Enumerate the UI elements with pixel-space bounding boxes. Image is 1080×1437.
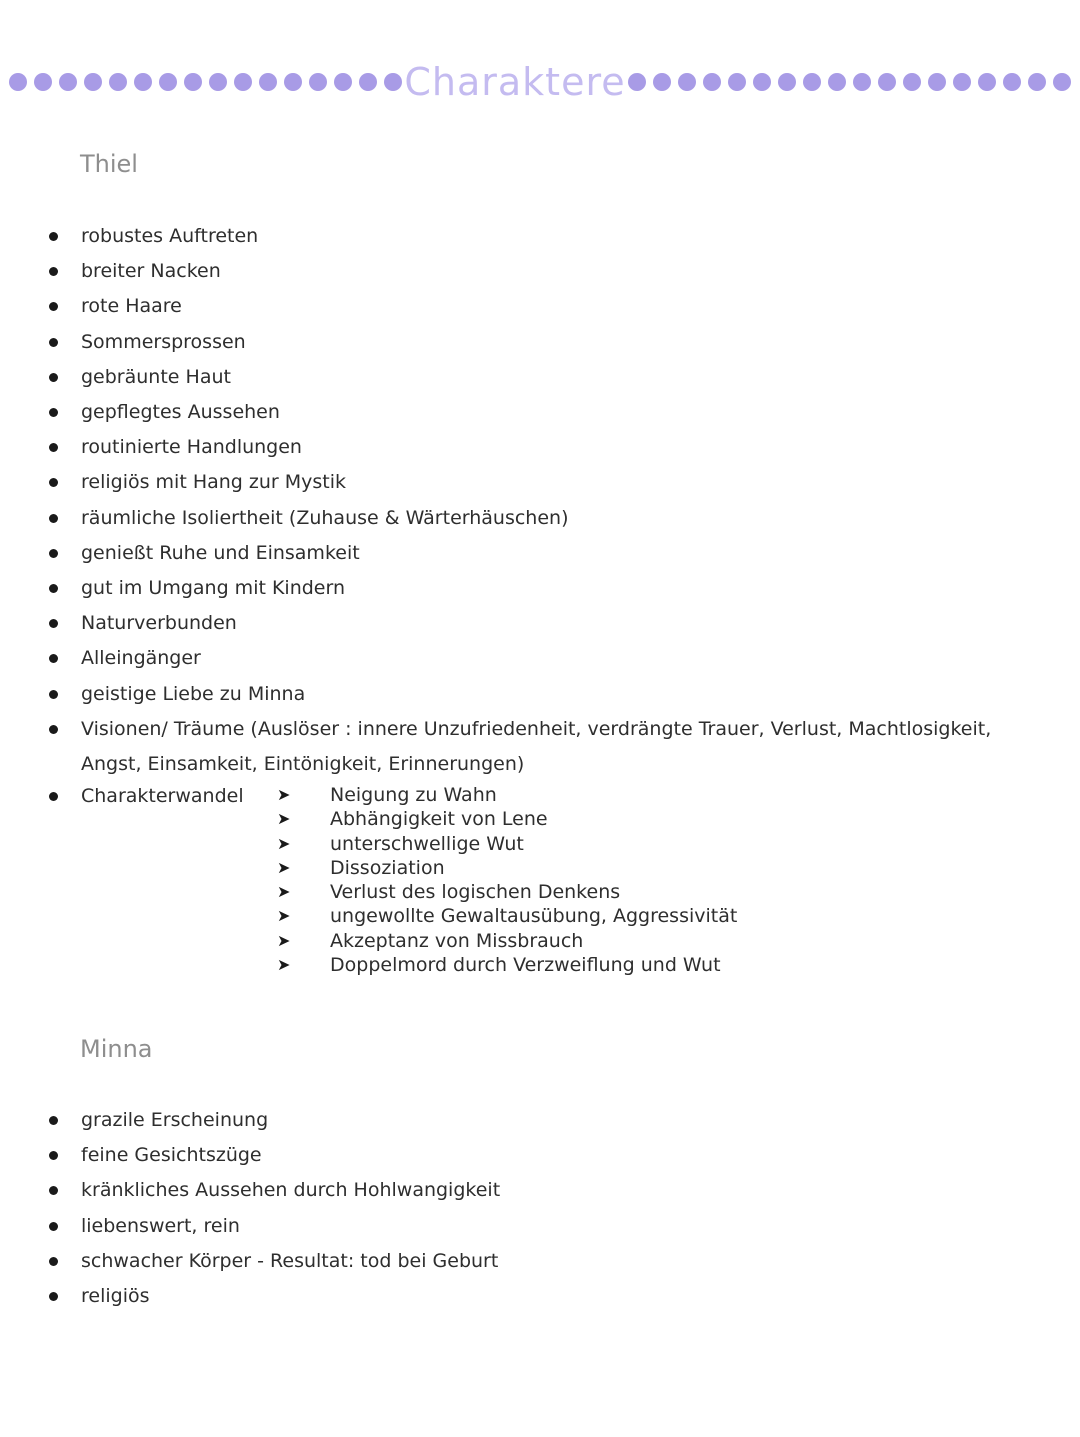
- decorative-dot: [9, 73, 27, 91]
- sub-list-item-text: Doppelmord durch Verzweiflung und Wut: [330, 954, 721, 977]
- decorative-dot: [828, 73, 846, 91]
- decorative-dot: [384, 73, 402, 91]
- section-heading-minna: Minna: [80, 1035, 153, 1063]
- list-item: grazile Erscheinung: [44, 1103, 1034, 1138]
- bullet-dot: [49, 792, 58, 801]
- sub-list-item: [277, 953, 737, 977]
- list-item: Visionen/ Träume (Auslöser : innere Unzufriedenheit, verdrängte Trauer, Verlust, Machtlosigkeit, Angst, Einsamkeit, Eintönigkeit, Erinnerungen): [44, 712, 1034, 782]
- decorative-dot: [234, 73, 252, 91]
- arrowhead-bullet-icon: ➤: [277, 882, 291, 902]
- decorative-dot: [84, 73, 102, 91]
- section-heading-thiel: Thiel: [80, 150, 138, 178]
- list-item: räumliche Isoliertheit (Zuhause & Wärterhäuschen): [44, 501, 1034, 536]
- list-item: schwacher Körper - Resultat: tod bei Geburt: [44, 1244, 1034, 1279]
- list-item: geistige Liebe zu Minna: [44, 677, 1034, 712]
- list-item: gut im Umgang mit Kindern: [44, 571, 1034, 606]
- arrowhead-bullet-icon: ➤: [277, 955, 291, 975]
- arrowhead-bullet-icon: ➤: [277, 809, 291, 829]
- list-item: Alleingänger: [44, 641, 1034, 676]
- arrowhead-bullet-icon: ➤: [277, 857, 291, 877]
- list-item: Sommersprossen: [44, 325, 1034, 360]
- arrowhead-bullet-icon: ➤: [277, 906, 291, 926]
- decorative-dot: [628, 73, 646, 91]
- decorative-dot: [109, 73, 127, 91]
- decorative-dot: [34, 73, 52, 91]
- sub-list-item: [277, 832, 737, 856]
- decorative-dot: [1053, 73, 1071, 91]
- decorative-dot: [159, 73, 177, 91]
- list-item: rote Haare: [44, 289, 1034, 324]
- decorative-dot: [284, 73, 302, 91]
- arrowhead-bullet-icon: ➤: [277, 930, 291, 950]
- decorative-dot: [59, 73, 77, 91]
- sub-list-item: [277, 904, 737, 928]
- sub-list-item: [277, 929, 737, 953]
- decorative-dot: [953, 73, 971, 91]
- title-dots-right: [628, 73, 1071, 91]
- title-banner: [0, 56, 1080, 108]
- decorative-dot: [753, 73, 771, 91]
- decorative-dot: [703, 73, 721, 91]
- sub-list-item: [277, 880, 737, 904]
- list-item: genießt Ruhe und Einsamkeit: [44, 536, 1034, 571]
- decorative-dot: [1003, 73, 1021, 91]
- list-item: liebenswert, rein: [44, 1209, 1034, 1244]
- list-item: religiös mit Hang zur Mystik: [44, 465, 1034, 500]
- sub-list-item: [277, 807, 737, 831]
- decorative-dot: [928, 73, 946, 91]
- sub-list-item-text: Verlust des logischen Denkens: [330, 881, 621, 904]
- decorative-dot: [778, 73, 796, 91]
- list-item: gepflegtes Aussehen: [44, 395, 1034, 430]
- minna-trait-list: [44, 1103, 1034, 1314]
- decorative-dot: [853, 73, 871, 91]
- decorative-dot: [803, 73, 821, 91]
- decorative-dot: [359, 73, 377, 91]
- decorative-dot: [878, 73, 896, 91]
- list-item: religiös: [44, 1279, 1034, 1314]
- arrowhead-bullet-icon: ➤: [277, 833, 291, 853]
- decorative-dot: [978, 73, 996, 91]
- sub-list-item-text: unterschwellige Wut: [330, 832, 524, 855]
- arrowhead-bullet-icon: ➤: [277, 785, 291, 804]
- list-item: Naturverbunden: [44, 606, 1034, 641]
- decorative-dot: [309, 73, 327, 91]
- list-item: feine Gesichtszüge: [44, 1138, 1034, 1173]
- decorative-dot: [678, 73, 696, 91]
- character-change-list: [277, 783, 737, 977]
- list-item: robustes Auftreten: [44, 219, 1034, 254]
- decorative-dot: [334, 73, 352, 91]
- sub-list-item-text: Neigung zu Wahn: [330, 784, 497, 806]
- sub-list-item-text: Dissoziation: [330, 856, 445, 879]
- sub-list-item: [277, 856, 737, 880]
- character-change-label: Charakterwandel: [81, 785, 244, 807]
- list-item: routinierte Handlungen: [44, 430, 1034, 465]
- decorative-dot: [184, 73, 202, 91]
- decorative-dot: [653, 73, 671, 91]
- decorative-dot: [728, 73, 746, 91]
- decorative-dot: [209, 73, 227, 91]
- page-title: Charaktere: [404, 60, 626, 104]
- thiel-trait-list: [44, 219, 1034, 782]
- decorative-dot: [259, 73, 277, 91]
- list-item: gebräunte Haut: [44, 360, 1034, 395]
- list-item: kränkliches Aussehen durch Hohlwangigkeit: [44, 1173, 1034, 1208]
- decorative-dot: [1028, 73, 1046, 91]
- decorative-dot: [134, 73, 152, 91]
- sub-list-item-text: Akzeptanz von Missbrauch: [330, 929, 584, 952]
- decorative-dot: [903, 73, 921, 91]
- sub-list-item-text: ungewollte Gewaltausübung, Aggressivität: [330, 905, 738, 928]
- sub-list-item: [277, 783, 737, 807]
- title-dots-left: [9, 73, 402, 91]
- sub-list-item-text: Abhängigkeit von Lene: [330, 808, 548, 831]
- list-item: breiter Nacken: [44, 254, 1034, 289]
